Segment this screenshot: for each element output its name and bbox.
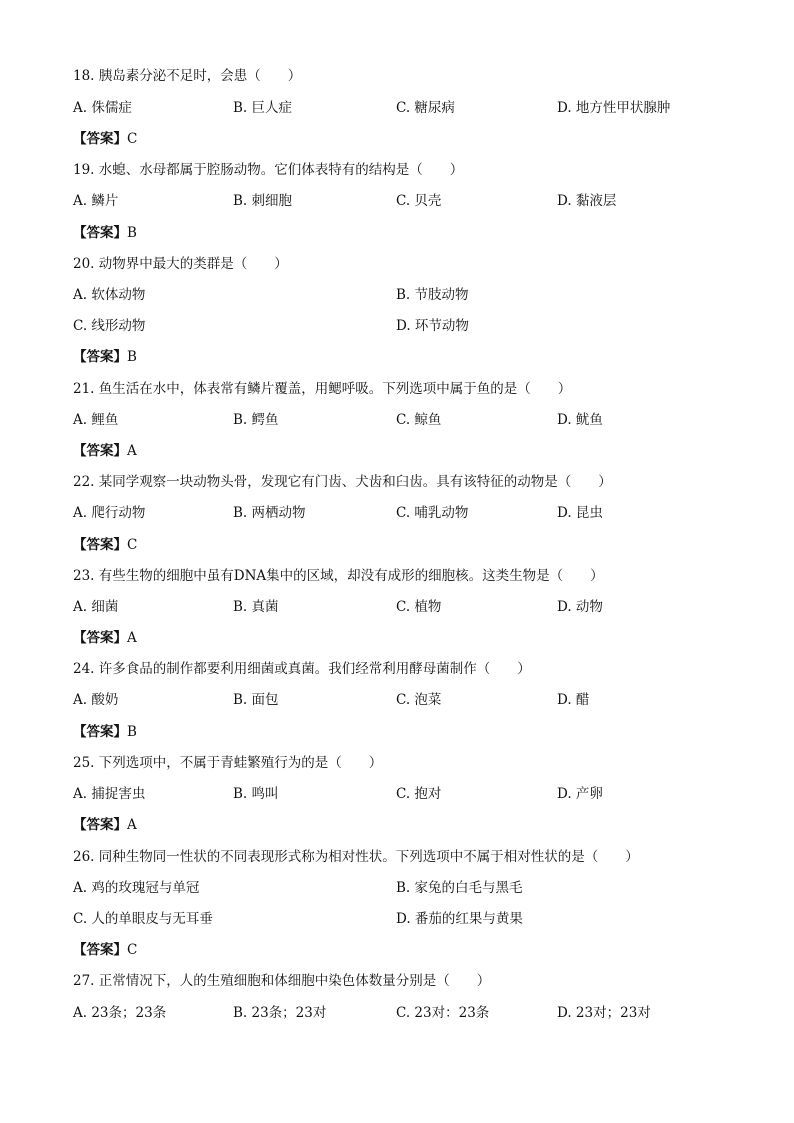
question-18-option-c: C. 糖尿病 [396, 100, 455, 116]
question-22-stem: 22. 某同学观察一块动物头骨，发现它有门齿、犬齿和臼齿。具有该特征的动物是（ ） [73, 474, 612, 490]
question-21-stem: 21. 鱼生活在水中，体表常有鳞片覆盖，用鳃呼吸。下列选项中属于鱼的是（ ） [73, 381, 572, 397]
question-22-option-d: D. 昆虫 [557, 505, 603, 521]
question-27-option-b: B. 23条；23对 [233, 1005, 327, 1021]
answer-value: C [127, 131, 138, 147]
question-18-option-b: B. 巨人症 [233, 100, 293, 116]
question-27-option-a: A. 23条；23条 [73, 1005, 167, 1021]
answer-label: 【答案】 [73, 131, 127, 147]
question-19-option-a: A. 鳞片 [73, 193, 119, 209]
question-19-option-c: C. 贝壳 [396, 193, 442, 209]
question-25-stem: 25. 下列选项中，不属于青蛙繁殖行为的是（ ） [73, 755, 383, 771]
question-20-option-c: C. 线形动物 [73, 318, 146, 334]
question-24-option-a: A. 酸奶 [73, 692, 119, 708]
question-23-option-c: C. 植物 [396, 599, 442, 615]
question-22-option-c: C. 哺乳动物 [396, 505, 469, 521]
question-27-option-c: C. 23对：23条 [396, 1005, 490, 1021]
answer-label: 【答案】 [73, 537, 127, 553]
question-22-option-a: A. 爬行动物 [73, 505, 146, 521]
question-23-stem: 23. 有些生物的细胞中虽有DNA集中的区域，却没有成形的细胞核。这类生物是（ ） [73, 568, 604, 584]
question-23-answer [73, 628, 137, 648]
question-21-answer [73, 441, 137, 461]
question-20-option-a: A. 软体动物 [73, 287, 146, 303]
question-23-option-a: A. 细菌 [73, 599, 119, 615]
question-27-option-d: D. 23对；23对 [557, 1005, 651, 1021]
question-23-option-b: B. 真菌 [233, 599, 279, 615]
question-22-answer [73, 535, 137, 555]
question-25-option-d: D. 产卵 [557, 786, 603, 802]
question-22-option-b: B. 两栖动物 [233, 505, 306, 521]
answer-value: B [127, 349, 137, 365]
question-18-stem: 18. 胰岛素分泌不足时，会患（ ） [73, 68, 302, 84]
answer-value: A [127, 817, 137, 833]
answer-label: 【答案】 [73, 349, 127, 365]
question-26-option-b: B. 家兔的白毛与黑毛 [396, 880, 523, 896]
question-24-answer [73, 722, 137, 742]
question-26-answer [73, 940, 137, 960]
question-27-stem: 27. 正常情况下，人的生殖细胞和体细胞中染色体数量分别是（ ） [73, 973, 491, 989]
question-19-answer [73, 223, 137, 243]
answer-label: 【答案】 [73, 630, 127, 646]
question-26-option-d: D. 番茄的红果与黄果 [396, 911, 523, 927]
question-25-option-b: B. 鸣叫 [233, 786, 279, 802]
answer-label: 【答案】 [73, 443, 127, 459]
question-21-option-d: D. 鱿鱼 [557, 412, 603, 428]
answer-value: B [127, 225, 137, 241]
question-26-stem: 26. 同种生物同一性状的不同表现形式称为相对性状。下列选项中不属于相对性状的是（ ） [73, 849, 639, 865]
question-20-option-b: B. 节肢动物 [396, 287, 469, 303]
question-21-option-c: C. 鲸鱼 [396, 412, 442, 428]
answer-label: 【答案】 [73, 942, 127, 958]
question-25-answer [73, 815, 137, 835]
answer-value: C [127, 537, 138, 553]
question-24-option-c: C. 泡菜 [396, 692, 442, 708]
answer-value: A [127, 630, 137, 646]
question-19-option-b: B. 刺细胞 [233, 193, 293, 209]
question-20-option-d: D. 环节动物 [396, 318, 469, 334]
question-18-option-d: D. 地方性甲状腺肿 [557, 100, 671, 116]
answer-value: B [127, 724, 137, 740]
question-21-option-a: A. 鲤鱼 [73, 412, 119, 428]
question-20-answer [73, 347, 137, 367]
question-19-stem: 19. 水螅、水母都属于腔肠动物。它们体表特有的结构是（ ） [73, 162, 464, 178]
question-21-option-b: B. 鳄鱼 [233, 412, 279, 428]
question-20-stem: 20. 动物界中最大的类群是（ ） [73, 256, 288, 272]
question-23-option-d: D. 动物 [557, 599, 603, 615]
question-25-option-a: A. 捕捉害虫 [73, 786, 146, 802]
question-19-option-d: D. 黏液层 [557, 193, 617, 209]
answer-value: A [127, 443, 137, 459]
question-18-answer [73, 129, 137, 149]
question-24-option-d: D. 醋 [557, 692, 590, 708]
question-26-option-a: A. 鸡的玫瑰冠与单冠 [73, 880, 200, 896]
answer-value: C [127, 942, 138, 958]
question-18-option-a: A. 侏儒症 [73, 100, 132, 116]
answer-label: 【答案】 [73, 817, 127, 833]
question-26-option-c: C. 人的单眼皮与无耳垂 [73, 911, 213, 927]
question-24-stem: 24. 许多食品的制作都要利用细菌或真菌。我们经常利用酵母菌制作（ ） [73, 661, 531, 677]
answer-label: 【答案】 [73, 724, 127, 740]
answer-label: 【答案】 [73, 225, 127, 241]
question-24-option-b: B. 面包 [233, 692, 279, 708]
question-25-option-c: C. 抱对 [396, 786, 442, 802]
